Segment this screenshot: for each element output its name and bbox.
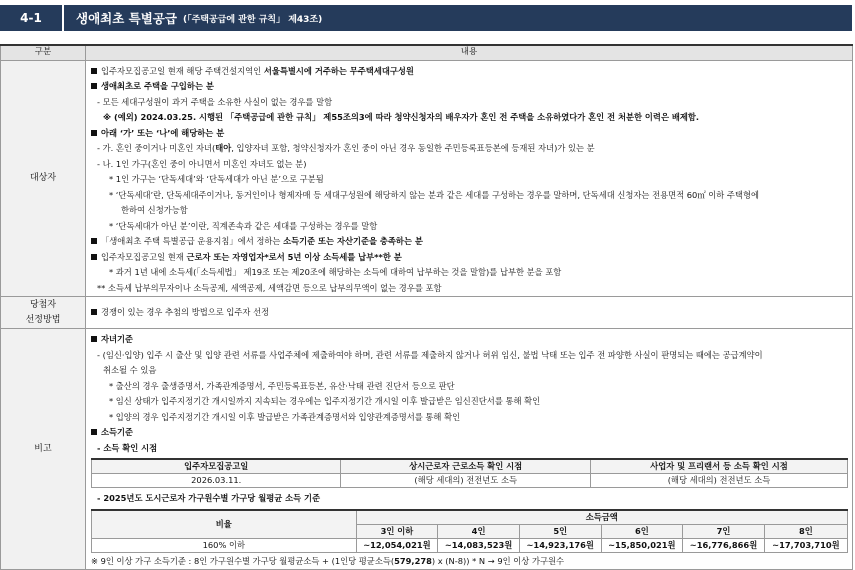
- list-item: * 임신 상태가 입주지정기간 개시일까지 지속되는 경우에는 입주지정기간 개시일 이후 발급받은 임신진단서를 통해 확인: [109, 396, 541, 406]
- list-item: 입주자모집공고일 현재 해당 주택건설지역인 서울특별시에 거주하는 무주택세대구성원: [91, 64, 848, 80]
- table-row: 2026.03.11. (해당 세대의) 전전년도 소득 (해당 세대의) 전전년도 소득: [92, 474, 848, 488]
- list-item: * 입양의 경우 입주지정기간 개시일 이후 발급받은 가족관계증명서와 입양관계증명서를 통해 확인: [109, 411, 461, 422]
- section-title-bar: [0, 5, 852, 31]
- monthly-income-title: - 2025년도 도시근로자 가구원수별 가구당 월평균 소득 기준: [97, 493, 321, 503]
- section-title: 생애최초 특별공급: [76, 11, 177, 26]
- supply-table: [0, 44, 853, 570]
- bullet-square-icon: [91, 309, 97, 315]
- remarks-label: 비고: [1, 329, 86, 570]
- list-item: 경쟁이 있는 경우 추첨의 방법으로 입주자 선정: [91, 305, 848, 321]
- list-item: * 출산의 경우 출생증명서, 가족관계증명서, 주민등록표등본, 유산·낙태 관련 진단서 등으로 판단: [109, 380, 455, 391]
- section-number: 4-1: [0, 5, 64, 31]
- list-item: * 1인 가구는 ‘단독세대’와 ‘단독세대가 아닌 분’으로 구분됨: [109, 174, 324, 184]
- list-item: 취소될 수 있음: [103, 365, 157, 375]
- list-item: - 나. 1인 가구(혼인 중이 아니면서 미혼인 자녀도 없는 분): [97, 158, 307, 169]
- bullet-square-icon: [91, 254, 97, 260]
- list-item: 아래 ‘가’ 또는 ‘나’에 해당하는 분: [91, 126, 848, 142]
- list-item: - 가. 혼인 중이거나 미혼인 자녀(태아, 입양자녀 포함, 청약신청자가 혼인 중이 아닌 경우 동일한 주민등록표등본에 등재된 자녀)가 있는 분: [97, 143, 595, 153]
- section-subtitle: (「주택공급에 관한 규칙」 제43조): [182, 14, 323, 25]
- table-header-row: [1, 45, 853, 60]
- bullet-square-icon: [91, 83, 97, 89]
- list-item: ※ (예외) 2024.03.25. 시행된 「주택공급에 관한 규칙」 제55조의3에 따라 청약신청자의 배우자가 혼인 전 주택을 소유하였다가 혼인 전 처분한 이력은 배제함.: [103, 112, 700, 122]
- list-item: - 소득 확인 시점: [97, 442, 158, 453]
- bullet-square-icon: [91, 238, 97, 244]
- table-row: 160% 이하 ~12,054,021원 ~14,083,523원 ~14,923,176원 ~15,850,021원 ~16,776,866원 ~17,703,710원: [92, 538, 848, 552]
- table-row: 비율 소득금액: [92, 510, 848, 525]
- selection-content: [86, 297, 853, 329]
- target-label: 대상자: [1, 60, 86, 297]
- list-item: - (임신·입양) 입주 시 출산 및 입양 관련 서류를 사업주체에 제출하여야 하며, 관련 서류를 제출하지 않거나 허위 임신, 불법 낙태 또는 입주 전 파양한 사실이 판명되는 때에는 공급계약이: [97, 349, 763, 360]
- monthly-income-table: [91, 509, 848, 553]
- remarks-content: [86, 329, 853, 570]
- income-check-table: [91, 458, 848, 488]
- list-item: 한하여 신청가능함: [121, 205, 188, 215]
- target-content: [86, 60, 853, 297]
- bullet-square-icon: [91, 336, 97, 342]
- list-item: * ‘단독세대가 아닌 분’이란, 직계존속과 같은 세대를 구성하는 경우를 말함: [109, 220, 378, 231]
- list-item: 「생애최초 주택 특별공급 운용지침」에서 정하는 소득기준 또는 자산기준을 충족하는 분: [91, 234, 848, 250]
- selection-row: [1, 297, 853, 329]
- column-header-category: 구분: [1, 45, 86, 60]
- table-row: 입주자모집공고일 상시근로자 근로소득 확인 시점 사업자 및 프리랜서 등 소득 확인 시점: [92, 459, 848, 474]
- list-item: 자녀기준: [91, 332, 848, 348]
- income-footnote: ※ 9인 이상 가구 소득기준 : 8인 가구원수별 가구당 월평균소득 + (1인당 평균소득(579,278) x (N-8)) * N → 9인 이상 가구원수: [91, 555, 565, 566]
- bullet-square-icon: [91, 68, 97, 74]
- list-item: 생애최초로 주택을 구입하는 분: [91, 79, 848, 95]
- remarks-row: [1, 329, 853, 570]
- list-item: ** 소득세 납부의무자이나 소득공제, 세액공제, 세액감면 등으로 납부의무액이 없는 경우를 포함: [97, 282, 442, 293]
- list-item: 소득기준: [91, 425, 848, 441]
- table-row: 3인 이하 4인 5인 6인 7인 8인: [92, 524, 848, 538]
- selection-label: 당첨자 선정방법: [1, 297, 86, 329]
- list-item: * 과거 1년 내에 소득세(「소득세법」 제19조 또는 제20조에 해당하는 소득에 대하여 납부하는 것을 말함)를 납부한 분을 포함: [109, 267, 562, 277]
- bullet-square-icon: [91, 130, 97, 136]
- bullet-square-icon: [91, 429, 97, 435]
- target-row: [1, 60, 853, 297]
- list-item: * ‘단독세대’란, 단독세대주이거나, 동거인이나 형제자매 등 세대구성원에 해당하지 않는 분과 같은 세대를 구성하는 경우를 말하며, 단독세대 신청자는 전용면적 60㎡ 이하 주택형에: [109, 189, 759, 200]
- column-header-content: 내용: [86, 45, 853, 60]
- list-item: - 모든 세대구성원이 과거 주택을 소유한 사실이 없는 경우를 말함: [97, 96, 333, 107]
- list-item: 입주자모집공고일 현재 근로자 또는 자영업자*로서 5년 이상 소득세를 납부**한 분: [91, 250, 848, 266]
